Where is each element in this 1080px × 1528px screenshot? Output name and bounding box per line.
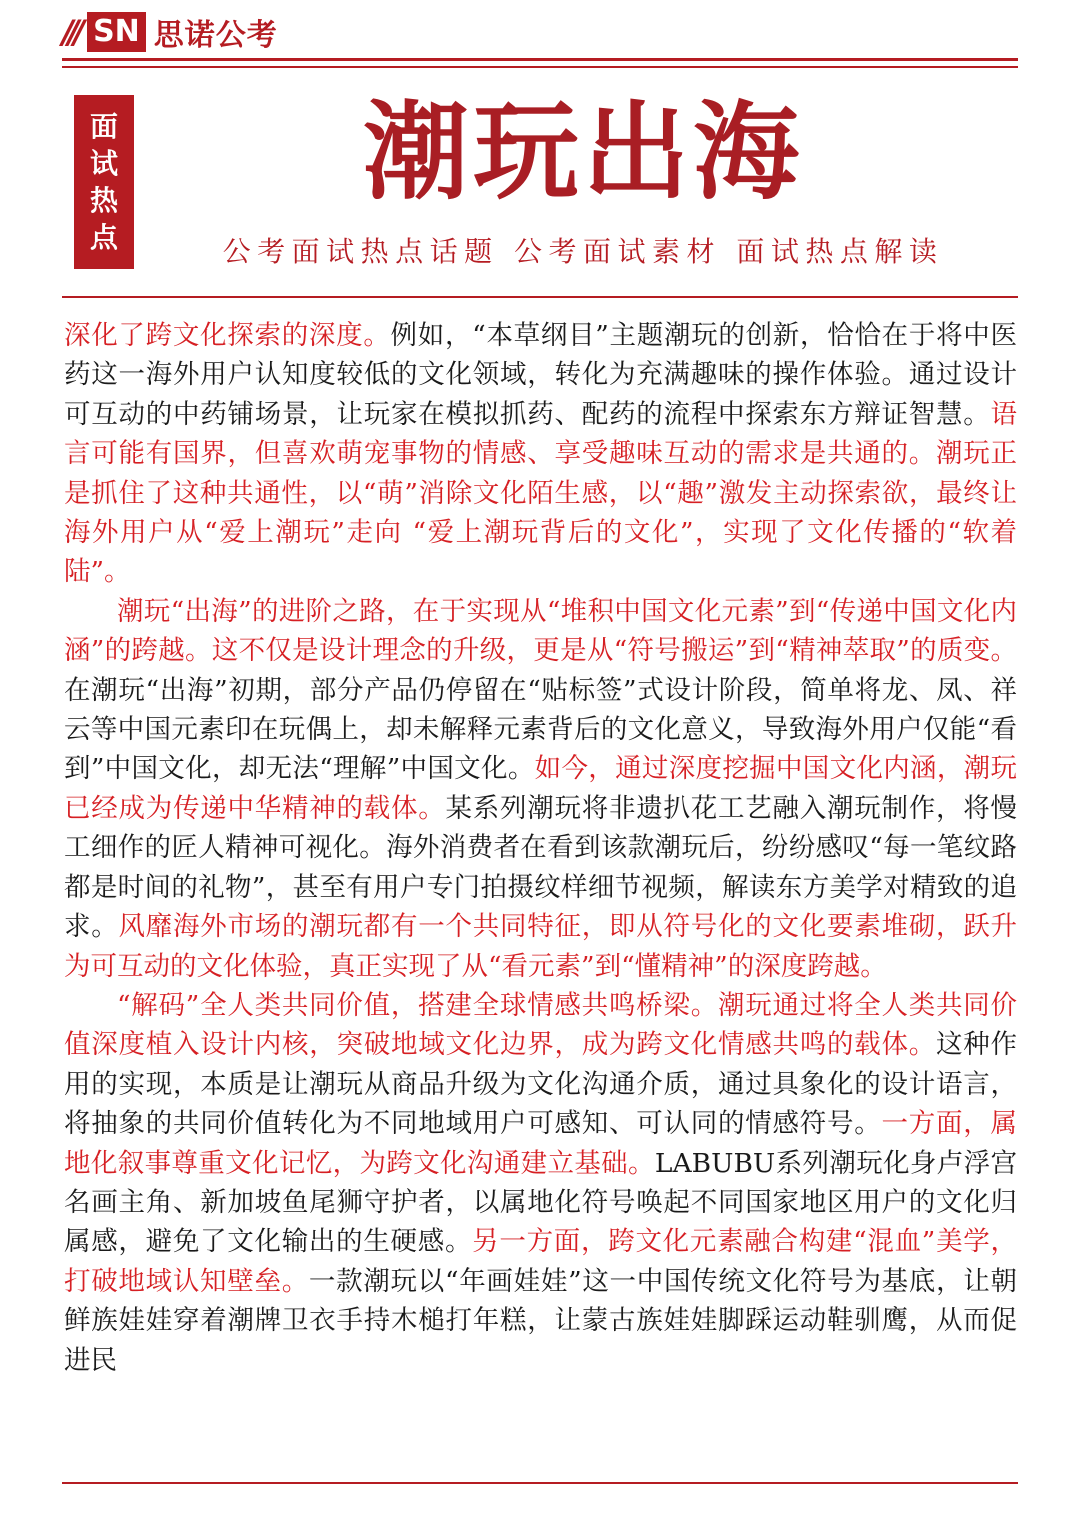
logo-slashes: ///	[62, 13, 80, 51]
text-segment-highlight: 风靡海外市场的潮玩都有一个共同特征，即从符号化的文化要素堆砌，跃升为可互动的文化体验，真正实现了从“看元素”到“懂精神”的深度跨越。	[64, 911, 1017, 982]
brand-name: 思诺公考	[153, 18, 278, 53]
footer-rule	[62, 1482, 1018, 1484]
brand-logo	[62, 8, 278, 56]
page-title: 潮玩出海	[363, 91, 803, 214]
page-subtitle: 公考面试热点话题 公考面试素材 面试热点解读	[222, 235, 944, 268]
badge-char: 点	[89, 221, 118, 254]
article-paragraph	[64, 986, 1017, 1380]
text-segment-highlight: 深化了跨文化探索的深度。	[64, 320, 391, 351]
text-segment: 一款潮玩以“年画娃娃”这一中国传统文化符号为基底，让朝鲜族娃娃穿着潮牌卫衣手持木槌打年糕，让蒙古族娃娃脚踩运动鞋驯鹰，从而促进民	[64, 1265, 1017, 1376]
text-segment-highlight: 语言可能有国界，但喜欢萌宠事物的情感、享受趣味互动的需求是共通的。潮玩正是抓住了这种共通性，以“萌”消除文化陌生感，以“趣”激发主动探索欲，最终让海外用户从“爱上潮玩”走向 “爱上潮玩背后的文化”，实现了文化传播的“软着陆”。	[64, 398, 1017, 588]
text-segment-highlight: 另一方面，跨文化元素融合构建“混血”美学，打破地域认知壁垒。	[64, 1226, 1017, 1297]
badge-char: 热	[89, 184, 118, 217]
topic-badge	[74, 95, 134, 269]
header-rule-top	[62, 58, 1018, 61]
text-segment: 在潮玩“出海”初期，部分产品仍停留在“贴标签”式设计阶段，简单将龙、凤、祥云等中国元素印在玩偶上，却未解释元素背后的文化意义，导致海外用户仅能“看到”中国文化，却无法“理解”中国文化。	[64, 674, 1017, 785]
article-paragraph	[64, 592, 1017, 986]
text-segment-highlight: 一方面，属地化叙事尊重文化记忆，为跨文化沟通建立基础。	[64, 1108, 1017, 1179]
text-segment: 例如，“本草纲目”主题潮玩的创新，恰恰在于将中医药这一海外用户认知度较低的文化领域，转化为充满趣味的操作体验。通过设计可互动的中药铺场景，让玩家在模拟抓药、配药的流程中探索东方辩证智慧。	[64, 320, 1017, 430]
title-divider	[62, 296, 1018, 298]
article-body	[64, 316, 1017, 1380]
article-paragraph	[64, 316, 1017, 592]
text-segment: 这种作用的实现，本质是让潮玩从商品升级为文化沟通介质，通过具象化的设计语言，将抽象的共同价值转化为不同地域用户可感知、可认同的情感符号。	[64, 1029, 1017, 1140]
text-segment-highlight: 潮玩“出海”的进阶之路，在于实现从“堆积中国文化元素”到“传递中国文化内涵”的跨越。这不仅是设计理念的升级，更是从“符号搬运”到“精神萃取”的质变。	[64, 595, 1017, 667]
text-segment-highlight: 如今，通过深度挖掘中国文化内涵，潮玩已经成为传递中华精神的载体。	[64, 753, 1017, 824]
text-segment: 某系列潮玩将非遗扒花工艺融入潮玩制作，将慢工细作的匠人精神可视化。海外消费者在看到该款潮玩后，纷纷感叹“每一笔纹路都是时间的礼物”，甚至有用户专门拍摄纹样细节视频，解读东方美学对精致的追求。	[64, 792, 1017, 943]
text-segment: LABUBU系列潮玩化身卢浮宫名画主角、新加坡鱼尾狮守护者，以属地化符号唤起不同国家地区用户的文化归属感，避免了文化输出的生硬感。	[64, 1147, 1017, 1258]
text-segment-highlight: “解码”全人类共同价值，搭建全球情感共鸣桥梁。潮玩通过将全人类共同价值深度植入设计内核，突破地域文化边界，成为跨文化情感共鸣的载体。	[64, 989, 1017, 1061]
badge-char: 试	[89, 147, 118, 180]
badge-char: 面	[89, 110, 118, 143]
header-rule-bottom	[62, 66, 1018, 68]
logo-code: SN	[87, 12, 146, 52]
